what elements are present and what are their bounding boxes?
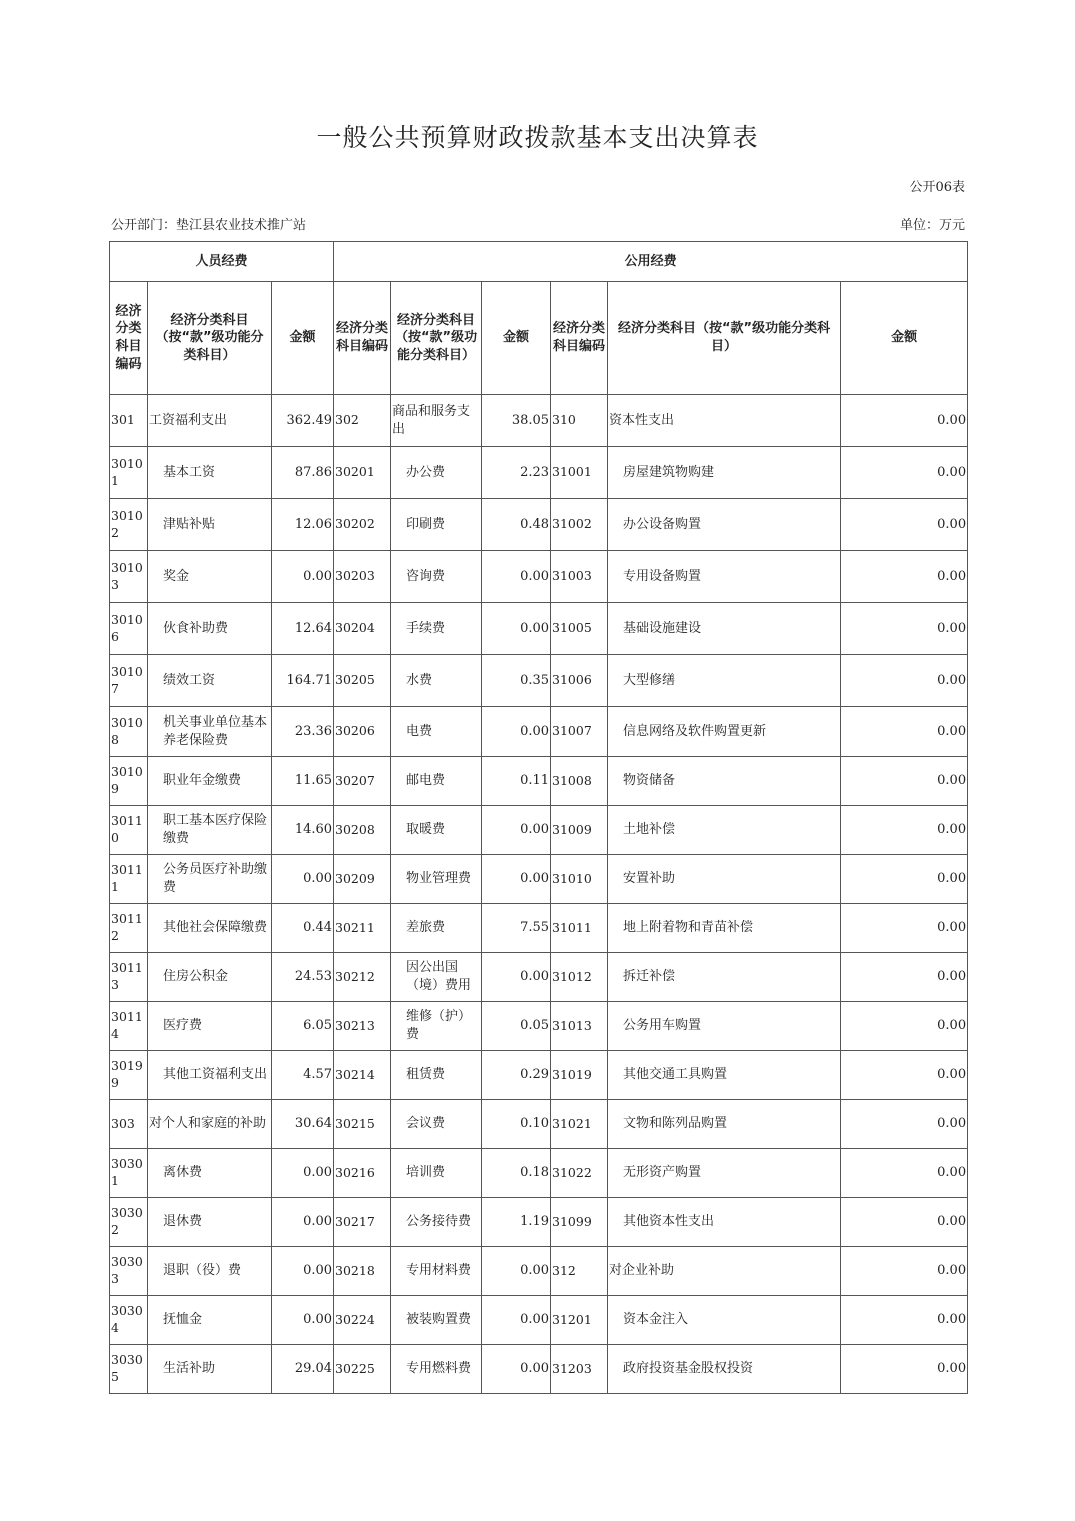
cell-name: 办公费 xyxy=(391,447,482,499)
cell-amount: 0.00 xyxy=(482,806,551,855)
table-row xyxy=(110,1149,968,1198)
cell-name: 公务员医疗补助缴费 xyxy=(148,855,272,904)
cell-amount: 2.23 xyxy=(482,447,551,499)
cell-amount: 0.00 xyxy=(482,551,551,603)
cell-code: 31099 xyxy=(551,1198,608,1247)
cell-name: 被装购置费 xyxy=(391,1296,482,1345)
table-row xyxy=(110,395,968,447)
cell-code: 31005 xyxy=(551,603,608,655)
cell-code: 30302 xyxy=(110,1198,148,1247)
cell-amount: 0.48 xyxy=(482,499,551,551)
cell-code: 30211 xyxy=(334,904,391,953)
cell-amount: 0.00 xyxy=(841,1100,968,1149)
cell-code: 31001 xyxy=(551,447,608,499)
cell-amount: 30.64 xyxy=(272,1100,334,1149)
cell-amount: 0.00 xyxy=(482,855,551,904)
cell-name: 商品和服务支出 xyxy=(391,395,482,447)
table-row xyxy=(110,499,968,551)
cell-code: 303 xyxy=(110,1100,148,1149)
cell-amount: 0.00 xyxy=(482,1345,551,1394)
cell-amount: 0.00 xyxy=(841,603,968,655)
cell-amount: 87.86 xyxy=(272,447,334,499)
cell-amount: 0.00 xyxy=(841,1002,968,1051)
cell-name: 津贴补贴 xyxy=(148,499,272,551)
cell-amount: 0.11 xyxy=(482,757,551,806)
cell-code: 30303 xyxy=(110,1247,148,1296)
cell-name: 伙食补助费 xyxy=(148,603,272,655)
cell-amount: 0.00 xyxy=(841,757,968,806)
cell-name: 无形资产购置 xyxy=(608,1149,841,1198)
cell-code: 30103 xyxy=(110,551,148,603)
cell-name: 会议费 xyxy=(391,1100,482,1149)
cell-code: 30203 xyxy=(334,551,391,603)
table-row xyxy=(110,551,968,603)
cell-amount: 0.00 xyxy=(841,447,968,499)
cell-code: 30108 xyxy=(110,707,148,757)
cell-code: 30201 xyxy=(334,447,391,499)
cell-amount: 0.00 xyxy=(482,707,551,757)
cell-name: 基本工资 xyxy=(148,447,272,499)
cell-amount: 0.00 xyxy=(841,855,968,904)
department-label: 公开部门：垫江县农业技术推广站 xyxy=(111,218,307,233)
cell-code: 31012 xyxy=(551,953,608,1002)
cell-code: 30106 xyxy=(110,603,148,655)
cell-name: 维修（护）费 xyxy=(391,1002,482,1051)
table-row xyxy=(110,707,968,757)
cell-name: 公务接待费 xyxy=(391,1198,482,1247)
cell-name: 其他交通工具购置 xyxy=(608,1051,841,1100)
cell-amount: 0.00 xyxy=(841,499,968,551)
cell-name: 咨询费 xyxy=(391,551,482,603)
cell-amount: 362.49 xyxy=(272,395,334,447)
cell-name: 基础设施建设 xyxy=(608,603,841,655)
cell-name: 文物和陈列品购置 xyxy=(608,1100,841,1149)
cell-name: 差旅费 xyxy=(391,904,482,953)
col-header-name3: 经济分类科目（按“款”级功能分类科目） xyxy=(608,282,841,395)
cell-amount: 0.00 xyxy=(482,1296,551,1345)
cell-code: 30213 xyxy=(334,1002,391,1051)
cell-name: 物资储备 xyxy=(608,757,841,806)
table-row xyxy=(110,655,968,707)
cell-code: 30101 xyxy=(110,447,148,499)
cell-code: 30305 xyxy=(110,1345,148,1394)
cell-name: 土地补偿 xyxy=(608,806,841,855)
cell-code: 31203 xyxy=(551,1345,608,1394)
cell-name: 水费 xyxy=(391,655,482,707)
cell-amount: 23.36 xyxy=(272,707,334,757)
cell-code: 310 xyxy=(551,395,608,447)
cell-amount: 0.00 xyxy=(841,806,968,855)
cell-name: 安置补助 xyxy=(608,855,841,904)
cell-code: 30212 xyxy=(334,953,391,1002)
expenditure-table xyxy=(109,241,968,1394)
table-row xyxy=(110,1296,968,1345)
cell-amount: 0.29 xyxy=(482,1051,551,1100)
cell-name: 办公设备购置 xyxy=(608,499,841,551)
public-header: 公用经费 xyxy=(334,242,968,282)
col-header-name1: 经济分类科目（按“款”级功能分类科目） xyxy=(148,282,272,395)
cell-name: 奖金 xyxy=(148,551,272,603)
cell-amount: 7.55 xyxy=(482,904,551,953)
table-row xyxy=(110,806,968,855)
cell-code: 30224 xyxy=(334,1296,391,1345)
cell-name: 因公出国（境）费用 xyxy=(391,953,482,1002)
col-header-code1: 经济分类科目编码 xyxy=(110,282,148,395)
cell-amount: 0.00 xyxy=(272,855,334,904)
cell-code: 31013 xyxy=(551,1002,608,1051)
col-header-amt3: 金额 xyxy=(841,282,968,395)
cell-code: 301 xyxy=(110,395,148,447)
cell-name: 对企业补助 xyxy=(608,1247,841,1296)
cell-name: 医疗费 xyxy=(148,1002,272,1051)
cell-amount: 0.05 xyxy=(482,1002,551,1051)
table-row xyxy=(110,447,968,499)
cell-code: 31007 xyxy=(551,707,608,757)
cell-code: 30204 xyxy=(334,603,391,655)
cell-code: 30110 xyxy=(110,806,148,855)
cell-amount: 164.71 xyxy=(272,655,334,707)
cell-amount: 0.00 xyxy=(272,1149,334,1198)
cell-name: 公务用车购置 xyxy=(608,1002,841,1051)
cell-code: 30208 xyxy=(334,806,391,855)
cell-amount: 12.64 xyxy=(272,603,334,655)
cell-code: 30202 xyxy=(334,499,391,551)
cell-amount: 29.04 xyxy=(272,1345,334,1394)
form-number: 公开06表 xyxy=(909,180,965,195)
cell-amount: 0.00 xyxy=(841,1247,968,1296)
cell-code: 30214 xyxy=(334,1051,391,1100)
cell-code: 30216 xyxy=(334,1149,391,1198)
cell-name: 退休费 xyxy=(148,1198,272,1247)
cell-amount: 0.00 xyxy=(841,904,968,953)
cell-code: 30109 xyxy=(110,757,148,806)
cell-code: 31019 xyxy=(551,1051,608,1100)
unit-label: 单位：万元 xyxy=(899,218,965,233)
cell-name: 机关事业单位基本养老保险费 xyxy=(148,707,272,757)
cell-name: 印刷费 xyxy=(391,499,482,551)
table-row xyxy=(110,1198,968,1247)
table-row xyxy=(110,1345,968,1394)
cell-name: 电费 xyxy=(391,707,482,757)
cell-name: 其他工资福利支出 xyxy=(148,1051,272,1100)
cell-code: 31006 xyxy=(551,655,608,707)
cell-code: 30107 xyxy=(110,655,148,707)
cell-code: 31010 xyxy=(551,855,608,904)
cell-amount: 0.00 xyxy=(482,1247,551,1296)
cell-amount: 0.00 xyxy=(272,1198,334,1247)
cell-amount: 0.18 xyxy=(482,1149,551,1198)
cell-name: 其他社会保障缴费 xyxy=(148,904,272,953)
cell-amount: 0.10 xyxy=(482,1100,551,1149)
table-row xyxy=(110,855,968,904)
cell-code: 30114 xyxy=(110,1002,148,1051)
cell-amount: 0.00 xyxy=(841,1149,968,1198)
cell-amount: 38.05 xyxy=(482,395,551,447)
table-row xyxy=(110,603,968,655)
cell-name: 抚恤金 xyxy=(148,1296,272,1345)
cell-code: 312 xyxy=(551,1247,608,1296)
cell-amount: 24.53 xyxy=(272,953,334,1002)
table-row xyxy=(110,953,968,1002)
col-header-amt2: 金额 xyxy=(482,282,551,395)
cell-name: 物业管理费 xyxy=(391,855,482,904)
cell-code: 30215 xyxy=(334,1100,391,1149)
cell-name: 资本金注入 xyxy=(608,1296,841,1345)
cell-amount: 0.00 xyxy=(272,1247,334,1296)
cell-code: 302 xyxy=(334,395,391,447)
cell-name: 专用燃料费 xyxy=(391,1345,482,1394)
cell-code: 31021 xyxy=(551,1100,608,1149)
table-row xyxy=(110,757,968,806)
page-title: 一般公共预算财政拨款基本支出决算表 xyxy=(316,123,759,152)
cell-code: 31008 xyxy=(551,757,608,806)
cell-amount: 11.65 xyxy=(272,757,334,806)
cell-name: 其他资本性支出 xyxy=(608,1198,841,1247)
col-header-code2: 经济分类科目编码 xyxy=(334,282,391,395)
cell-amount: 0.00 xyxy=(841,1051,968,1100)
cell-code: 31022 xyxy=(551,1149,608,1198)
cell-amount: 0.35 xyxy=(482,655,551,707)
cell-amount: 0.00 xyxy=(841,551,968,603)
cell-name: 取暖费 xyxy=(391,806,482,855)
cell-code: 30205 xyxy=(334,655,391,707)
cell-code: 30199 xyxy=(110,1051,148,1100)
cell-code: 30111 xyxy=(110,855,148,904)
cell-amount: 0.00 xyxy=(272,1296,334,1345)
cell-amount: 0.00 xyxy=(841,1296,968,1345)
cell-amount: 1.19 xyxy=(482,1198,551,1247)
group-header-row xyxy=(110,242,968,282)
table-row xyxy=(110,904,968,953)
cell-amount: 0.00 xyxy=(841,655,968,707)
cell-code: 31201 xyxy=(551,1296,608,1345)
cell-name: 信息网络及软件购置更新 xyxy=(608,707,841,757)
cell-amount: 0.00 xyxy=(482,603,551,655)
cell-name: 政府投资基金股权投资 xyxy=(608,1345,841,1394)
cell-name: 培训费 xyxy=(391,1149,482,1198)
cell-amount: 14.60 xyxy=(272,806,334,855)
cell-code: 30304 xyxy=(110,1296,148,1345)
cell-name: 资本性支出 xyxy=(608,395,841,447)
cell-amount: 4.57 xyxy=(272,1051,334,1100)
cell-name: 离休费 xyxy=(148,1149,272,1198)
table-row xyxy=(110,1100,968,1149)
cell-name: 住房公积金 xyxy=(148,953,272,1002)
cell-code: 30113 xyxy=(110,953,148,1002)
cell-name: 工资福利支出 xyxy=(148,395,272,447)
cell-code: 30301 xyxy=(110,1149,148,1198)
cell-name: 专用材料费 xyxy=(391,1247,482,1296)
cell-code: 30102 xyxy=(110,499,148,551)
cell-code: 30217 xyxy=(334,1198,391,1247)
cell-name: 租赁费 xyxy=(391,1051,482,1100)
cell-name: 地上附着物和青苗补偿 xyxy=(608,904,841,953)
cell-code: 31009 xyxy=(551,806,608,855)
cell-amount: 12.06 xyxy=(272,499,334,551)
cell-name: 职业年金缴费 xyxy=(148,757,272,806)
cell-code: 30225 xyxy=(334,1345,391,1394)
cell-name: 退职（役）费 xyxy=(148,1247,272,1296)
cell-name: 生活补助 xyxy=(148,1345,272,1394)
cell-name: 专用设备购置 xyxy=(608,551,841,603)
cell-name: 对个人和家庭的补助 xyxy=(148,1100,272,1149)
column-header-row xyxy=(110,282,968,395)
cell-code: 31002 xyxy=(551,499,608,551)
col-header-amt1: 金额 xyxy=(272,282,334,395)
cell-amount: 0.00 xyxy=(841,707,968,757)
cell-code: 30112 xyxy=(110,904,148,953)
cell-name: 邮电费 xyxy=(391,757,482,806)
cell-code: 31003 xyxy=(551,551,608,603)
cell-amount: 0.00 xyxy=(841,395,968,447)
cell-code: 31011 xyxy=(551,904,608,953)
cell-name: 职工基本医疗保险缴费 xyxy=(148,806,272,855)
cell-amount: 0.00 xyxy=(841,953,968,1002)
cell-amount: 6.05 xyxy=(272,1002,334,1051)
table-row xyxy=(110,1051,968,1100)
cell-amount: 0.00 xyxy=(272,551,334,603)
cell-code: 30218 xyxy=(334,1247,391,1296)
col-header-name2: 经济分类科目（按“款”级功能分类科目） xyxy=(391,282,482,395)
cell-name: 房屋建筑物购建 xyxy=(608,447,841,499)
cell-amount: 0.00 xyxy=(841,1198,968,1247)
cell-code: 30209 xyxy=(334,855,391,904)
cell-amount: 0.44 xyxy=(272,904,334,953)
cell-amount: 0.00 xyxy=(482,953,551,1002)
cell-name: 拆迁补偿 xyxy=(608,953,841,1002)
cell-name: 大型修缮 xyxy=(608,655,841,707)
col-header-code3: 经济分类科目编码 xyxy=(551,282,608,395)
cell-code: 30207 xyxy=(334,757,391,806)
cell-amount: 0.00 xyxy=(841,1345,968,1394)
table-row xyxy=(110,1002,968,1051)
cell-name: 手续费 xyxy=(391,603,482,655)
table-row xyxy=(110,1247,968,1296)
cell-name: 绩效工资 xyxy=(148,655,272,707)
personnel-header: 人员经费 xyxy=(110,242,334,282)
cell-code: 30206 xyxy=(334,707,391,757)
